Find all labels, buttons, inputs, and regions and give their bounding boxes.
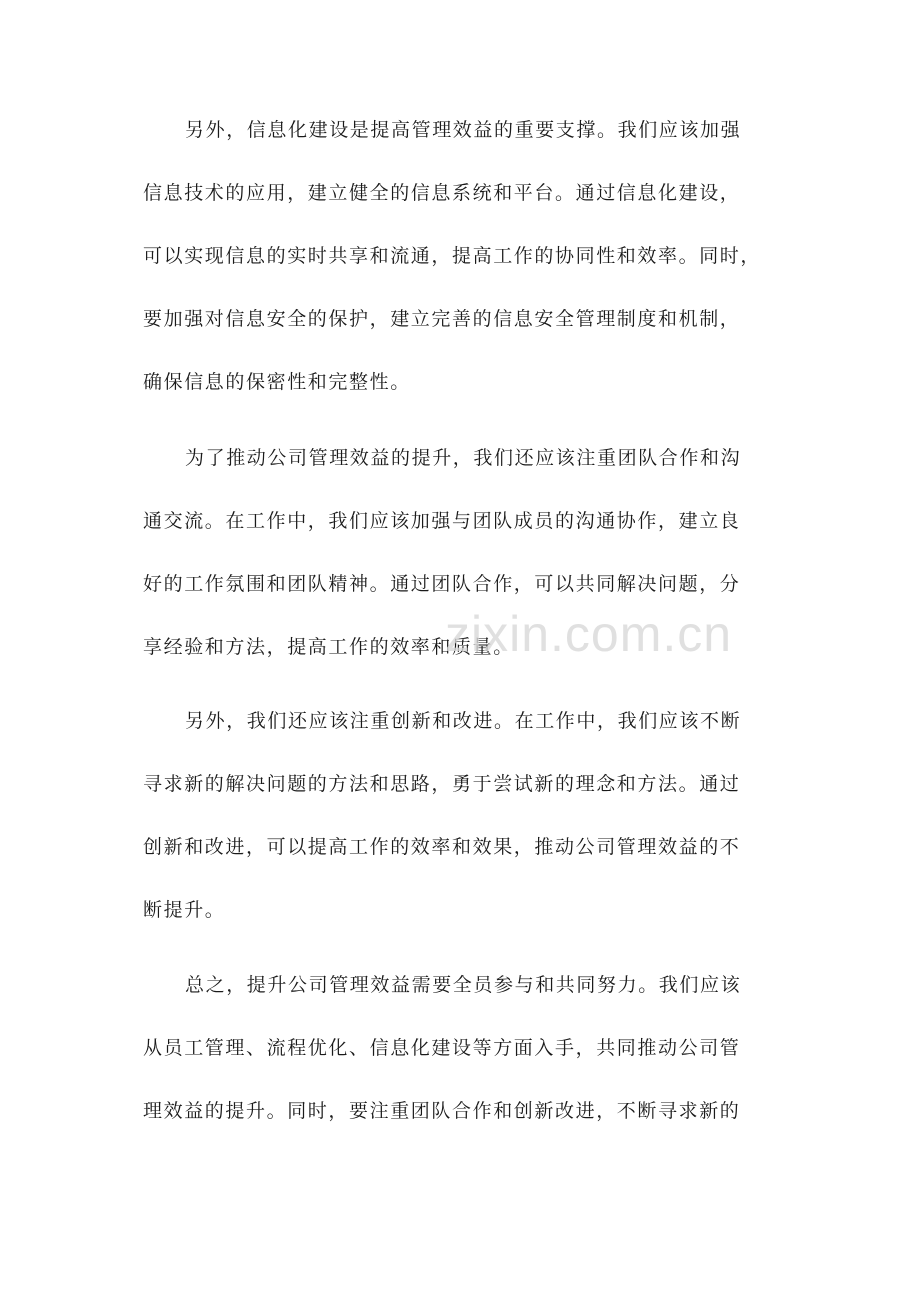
text-line: 寻求新的解决问题的方法和思路，勇于尝试新的理念和方法。通过 (143, 773, 741, 795)
text-line: 另外，我们还应该注重创新和改进。在工作中，我们应该不断 (185, 710, 742, 732)
text-line: 总之，提升公司管理效益需要全员参与和共同努力。我们应该 (185, 974, 742, 996)
text-line: 好的工作氛围和团队精神。通过团队合作，可以共同解决问题，分 (143, 573, 741, 595)
text-line: 要加强对信息安全的保护，建立完善的信息安全管理制度和机制， (143, 308, 741, 330)
watermark: zixin.com.cn (445, 606, 733, 662)
text-line: 为了推动公司管理效益的提升，我们还应该注重团队合作和沟 (185, 447, 742, 469)
text-line: 理效益的提升。同时，要注重团队合作和创新改进，不断寻求新的 (143, 1100, 741, 1122)
text-line: 从员工管理、流程优化、信息化建设等方面入手，共同推动公司管 (143, 1037, 741, 1059)
text-line: 可以实现信息的实时共享和流通，提高工作的协同性和效率。同时， (143, 245, 762, 267)
text-line: 确保信息的保密性和完整性。 (143, 371, 411, 393)
text-line: 信息技术的应用，建立健全的信息系统和平台。通过信息化建设， (143, 182, 741, 204)
text-line: 另外，信息化建设是提高管理效益的重要支撑。我们应该加强 (185, 119, 742, 141)
text-line: 断提升。 (143, 899, 226, 921)
text-line: 享经验和方法，提高工作的效率和质量。 (143, 636, 514, 658)
text-line: 创新和改进，可以提高工作的效率和效果，推动公司管理效益的不 (143, 836, 741, 858)
text-line: 通交流。在工作中，我们应该加强与团队成员的沟通协作，建立良 (143, 510, 741, 532)
